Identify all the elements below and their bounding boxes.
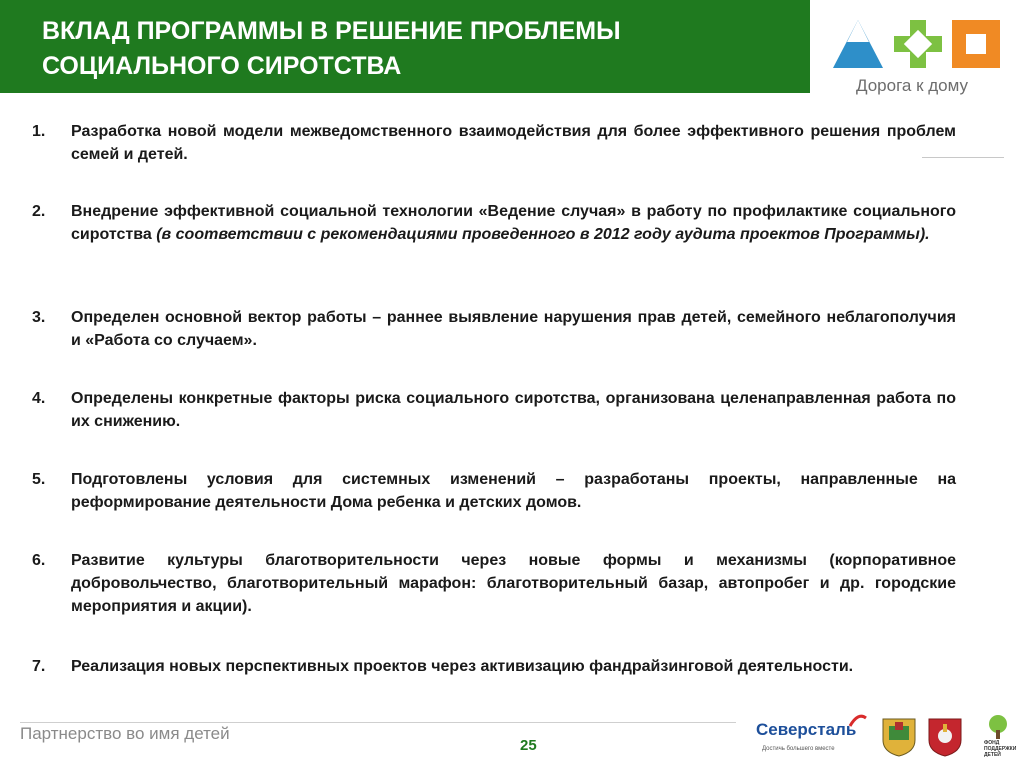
item-text-italic: (в соответствии с рекомендациями проведенного в 2012 году аудита проектов Программы). <box>156 226 930 243</box>
item-text: Определены конкретные факторы риска социального сиротства, организована целенаправленная работа по их снижению. <box>71 390 956 430</box>
severstal-slogan: Достичь большего вместе <box>762 746 835 752</box>
footer-caption: Партнерство во имя детей <box>20 724 230 743</box>
severstal-logo <box>756 714 868 758</box>
title-banner <box>0 0 810 93</box>
fund-logo <box>980 714 1020 760</box>
city-coat-of-arms-icon <box>880 716 918 758</box>
fund-tree-icon <box>980 714 1016 740</box>
item-text: Подготовлены условия для системных изменений – разработаны проекты, направленные на реформирование деятельности Дома ребенка и детских домов. <box>71 471 956 511</box>
page-number: 25 <box>520 737 537 754</box>
item-number: 3. <box>32 309 46 326</box>
item-text: Определен основной вектор работы – раннее выявление нарушения прав детей, семейного неблагополучия и «Работа со случаем». <box>71 309 956 349</box>
item-text <box>71 200 956 246</box>
footer-divider <box>20 722 736 723</box>
item-number: 7. <box>32 658 46 675</box>
logo-caption: Дорога к дому <box>856 76 968 95</box>
doroga-k-domu-logo <box>828 14 1018 104</box>
item-number: 5. <box>32 471 46 488</box>
region-coat-of-arms-icon <box>926 716 964 758</box>
logo-shapes-icon <box>828 14 1008 74</box>
item-number: 4. <box>32 390 46 407</box>
item-text: Развитие культуры благотворительности через новые формы и механизмы (корпоративное добровольчество, благотворительный марафон: благотворительный базар, автопробег и др. городские мероприятия и акции). <box>71 552 956 615</box>
item-number: 2. <box>32 203 46 220</box>
item-text-main: Внедрение эффективной социальной технологии «Ведение случая» в работу по профилактике социального сиротства <box>71 203 956 243</box>
severstal-name: Северсталь <box>756 720 857 739</box>
item-number: 1. <box>32 123 46 140</box>
fund-caption: ФОНД ПОДДЕРЖКИ ДЕТЕЙ <box>984 740 1017 758</box>
item-number: 6. <box>32 552 46 569</box>
item-text: Разработка новой модели межведомственного взаимодействия для более эффективного решения проблем семей и детей. <box>71 123 956 163</box>
page-title: ВКЛАД ПРОГРАММЫ В РЕШЕНИЕ ПРОБЛЕМЫ СОЦИАЛЬНОГО СИРОТСТВА <box>42 17 621 80</box>
item-text: Реализация новых перспективных проектов через активизацию фандрайзинговой деятельности. <box>71 658 854 675</box>
